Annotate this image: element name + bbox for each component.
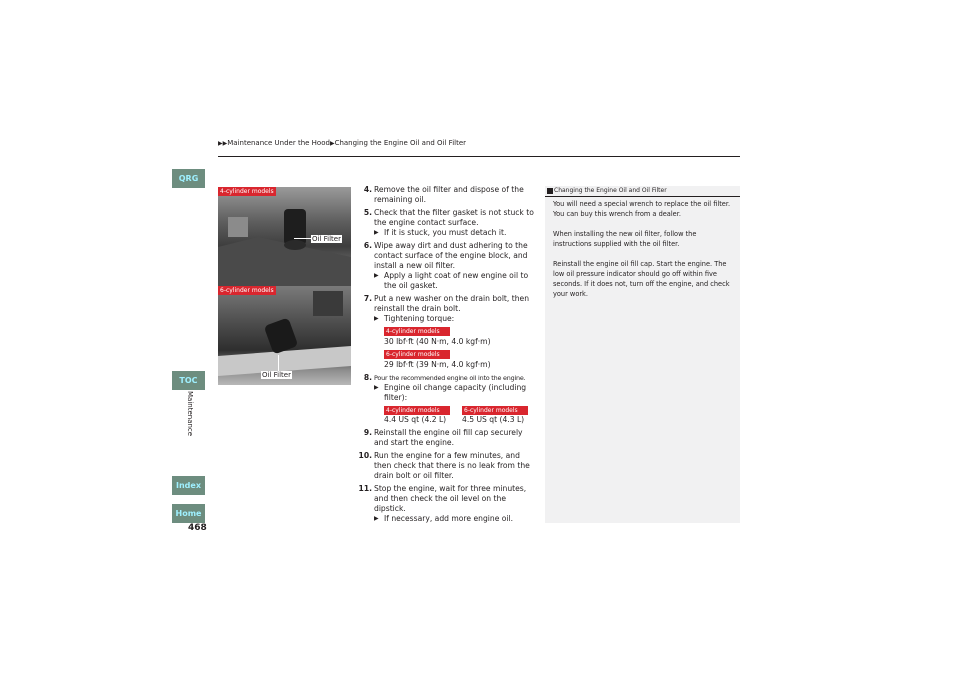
torque-tag-4cyl: 4-cylinder models (384, 327, 450, 336)
sub-arrow-icon: ▶ (374, 384, 379, 391)
capacity-tag-6cyl: 6-cylinder models (462, 406, 528, 415)
step-9: 9. Reinstall the engine oil fill cap securely and start the engine. (363, 428, 523, 447)
page-number: 468 (188, 523, 207, 533)
header-divider (218, 156, 740, 157)
notes-heading: Changing the Engine Oil and Oil Filter (545, 186, 740, 197)
fig2-model-tag: 6-cylinder models (220, 287, 274, 294)
qrg-button[interactable]: QRG (172, 169, 205, 188)
step-4: 4. Remove the oil filter and dispose of the remaining oil. (363, 185, 524, 204)
torque-tag-6cyl: 6-cylinder models (384, 350, 450, 359)
torque-value-6cyl: 29 lbf·ft (39 N·m, 4.0 kgf·m) (384, 360, 491, 369)
double-arrow-icon: ▶▶ (218, 140, 228, 147)
step-7: 7. Put a new washer on the drain bolt, then reinstall the drain bolt. ▶ Tightening torque: 4-cylinder models 30 lbf·ft (40 N·m, 4.0 kgf·m) 6-cylinder models 29 lbf·ft (39 N·m, 4.0 kgf·m) (358, 294, 538, 370)
breadcrumb-part-1[interactable]: Maintenance Under the Hood (227, 139, 330, 147)
note-paragraph-3: Reinstall the engine oil fill cap. Start the engine. The low oil pressure indicator should go off within five seconds. If it does not, turn off the engine, and check your work. (553, 260, 730, 298)
step-8: 8. Pour the recommended engine oil into the engine. ▶ Engine oil change capacity (including filter): 4-cylinder models 4.4 US qt (4.2 L) 6-cylinder models 4.5 US qt (4.3 L) (358, 373, 538, 425)
sub-arrow-icon: ▶ (374, 315, 379, 322)
reference-icon (547, 188, 553, 194)
sub-arrow-icon: ▶ (374, 229, 379, 236)
toc-button[interactable]: TOC (172, 371, 205, 390)
step-10: 10. Run the engine for a few minutes, and then check that there is no leak from the drain bolt or oil filter. (358, 451, 530, 480)
step-11: 11. Stop the engine, wait for three minutes, and then check the oil level on the dipstick. ▶ If necessary, add more engine oil. (358, 484, 527, 523)
procedure-steps (358, 185, 538, 527)
arrow-icon: ▶ (329, 140, 335, 147)
callout-line (278, 355, 279, 371)
index-button[interactable]: Index (172, 476, 205, 495)
fig1-callout: Oil Filter (312, 235, 341, 243)
sub-arrow-icon: ▶ (374, 272, 379, 279)
fig2-callout: Oil Filter (262, 371, 291, 379)
step-6: 6. Wipe away dirt and dust adhering to the contact surface of the engine block, and install a new oil filter. ▶ Apply a light coat of new engine oil to the oil gasket. (363, 241, 529, 290)
capacity-value-4cyl: 4.4 US qt (4.2 L) (384, 415, 447, 424)
breadcrumb-part-2[interactable]: Changing the Engine Oil and Oil Filter (334, 139, 467, 147)
capacity-tag-4cyl: 4-cylinder models (384, 406, 450, 415)
capacity-value-6cyl: 4.5 US qt (4.3 L) (462, 415, 525, 424)
fig1-model-tag: 4-cylinder models (220, 188, 274, 195)
sub-arrow-icon: ▶ (374, 515, 379, 522)
home-button[interactable]: Home (172, 504, 205, 523)
note-paragraph-2: When installing the new oil filter, follow the instructions supplied with the oil filter. (553, 230, 697, 248)
callout-line (294, 238, 312, 239)
step-5: 5. Check that the filter gasket is not stuck to the engine contact surface. ▶ If it is stuck, you must detach it. (363, 208, 534, 237)
note-paragraph-1: You will need a special wrench to replace the oil filter. You can buy this wrench from a dealer. (553, 200, 731, 218)
section-label: Maintenance (186, 391, 194, 437)
capacity-table (374, 405, 538, 425)
breadcrumb (218, 139, 466, 147)
torque-value-4cyl: 30 lbf·ft (40 N·m, 4.0 kgf·m) (384, 337, 491, 346)
